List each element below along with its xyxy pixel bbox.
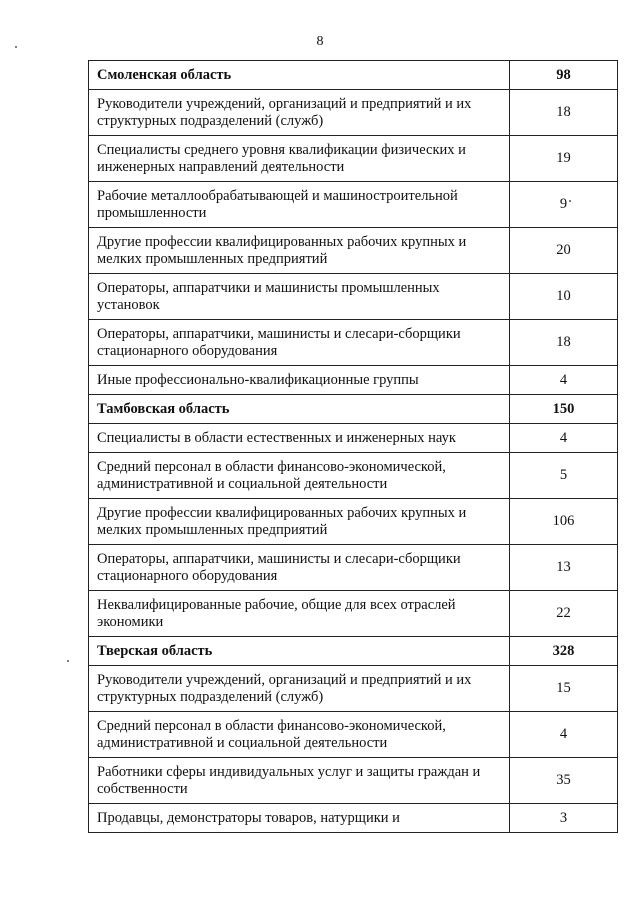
occupation-label: Средний персонал в области финансово-экономической, административной и социальной деятельности	[89, 712, 510, 758]
table-row	[89, 758, 618, 804]
occupation-value: 4	[510, 424, 618, 453]
occupation-label: Средний персонал в области финансово-экономической, административной и социальной деятельности	[89, 453, 510, 499]
table-row	[89, 453, 618, 499]
table-row	[89, 712, 618, 758]
occupation-label: Другие профессии квалифицированных рабочих крупных и мелких промышленных предприятий	[89, 499, 510, 545]
occupation-value: 10	[510, 274, 618, 320]
region-name: Тверская область	[89, 637, 510, 666]
occupation-value: 18	[510, 320, 618, 366]
occupation-value: 4	[510, 366, 618, 395]
occupation-label: Руководители учреждений, организаций и предприятий и их структурных подразделений (служб)	[89, 666, 510, 712]
table-row	[89, 228, 618, 274]
occupation-label: Продавцы, демонстраторы товаров, натурщики и	[89, 804, 510, 833]
occupation-value: 106	[510, 499, 618, 545]
occupation-label: Операторы, аппаратчики и машинисты промышленных установок	[89, 274, 510, 320]
occupation-value: 18	[510, 90, 618, 136]
occupation-label: Неквалифицированные рабочие, общие для всех отраслей экономики	[89, 591, 510, 637]
occupation-label: Иные профессионально-квалификационные группы	[89, 366, 510, 395]
table-row	[89, 666, 618, 712]
table-row	[89, 366, 618, 395]
table-row	[89, 182, 618, 228]
occupation-value: 15	[510, 666, 618, 712]
page-number: 8	[316, 34, 324, 49]
table-row	[89, 274, 618, 320]
occupation-value: 3	[510, 804, 618, 833]
occupation-value: 4	[510, 712, 618, 758]
region-total: 98	[510, 61, 618, 90]
region-name: Смоленская область	[89, 61, 510, 90]
occupation-value: 20	[510, 228, 618, 274]
occupation-label: Операторы, аппаратчики, машинисты и слесари-сборщики стационарного оборудования	[89, 320, 510, 366]
occupation-value: 19	[510, 136, 618, 182]
table-row	[89, 591, 618, 637]
table-row	[89, 136, 618, 182]
occupation-label: Руководители учреждений, организаций и предприятий и их структурных подразделений (служб)	[89, 90, 510, 136]
table-row	[89, 499, 618, 545]
occupation-label: Рабочие металлообрабатывающей и машиностроительной промышленности	[89, 182, 510, 228]
table-row	[89, 804, 618, 833]
occupation-label: Специалисты среднего уровня квалификации физических и инженерных направлений деятельности	[89, 136, 510, 182]
region-row	[89, 61, 618, 90]
occupation-label: Специалисты в области естественных и инженерных наук	[89, 424, 510, 453]
region-name: Тамбовская область	[89, 395, 510, 424]
table-row	[89, 545, 618, 591]
table-row	[89, 424, 618, 453]
occupation-value: 5	[510, 453, 618, 499]
scan-speck	[67, 660, 69, 662]
occupation-value: 9	[510, 182, 618, 228]
scan-speck	[15, 46, 17, 48]
occupation-value: 35	[510, 758, 618, 804]
occupation-label: Операторы, аппаратчики, машинисты и слесари-сборщики стационарного оборудования	[89, 545, 510, 591]
region-total: 150	[510, 395, 618, 424]
occupation-table	[88, 60, 618, 833]
region-row	[89, 637, 618, 666]
occupation-label: Другие профессии квалифицированных рабочих крупных и мелких промышленных предприятий	[89, 228, 510, 274]
scan-speck	[569, 200, 571, 202]
occupation-label: Работники сферы индивидуальных услуг и защиты граждан и собственности	[89, 758, 510, 804]
table-row	[89, 90, 618, 136]
occupation-value: 13	[510, 545, 618, 591]
occupation-value: 22	[510, 591, 618, 637]
region-row	[89, 395, 618, 424]
table-row	[89, 320, 618, 366]
region-total: 328	[510, 637, 618, 666]
